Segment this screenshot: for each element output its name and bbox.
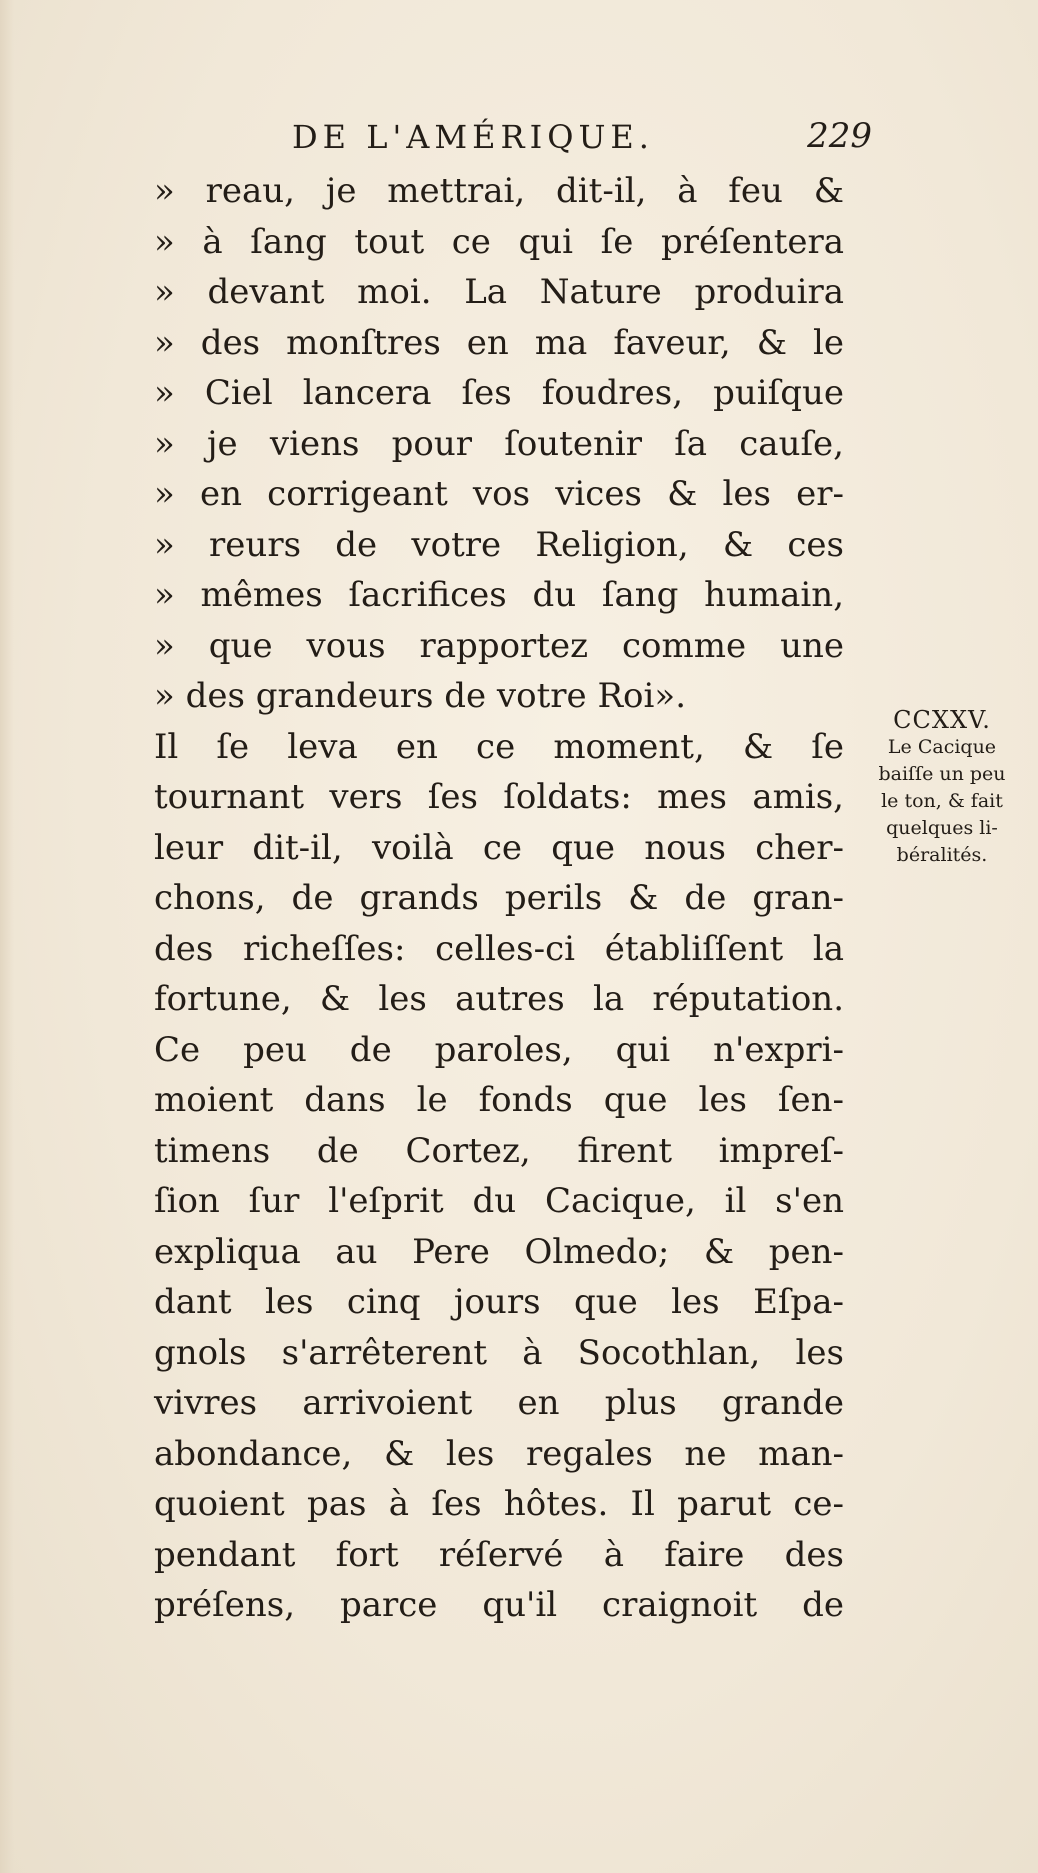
- text-line: » devant moi. La Nature produira: [154, 272, 844, 312]
- text-line: moient dans le fonds que les ſen-: [154, 1080, 844, 1120]
- text-line: Il ſe leva en ce moment, & ſe: [154, 726, 844, 767]
- text-line: dant les cinq jours que les Eſpa-: [154, 1282, 844, 1322]
- text-line: ſion ſur l'eſprit du Cacique, il s'en: [154, 1181, 844, 1221]
- margin-note-number: CCXXV.: [893, 706, 991, 734]
- text-line: » à ſang tout ce qui ſe préſentera: [154, 221, 844, 262]
- text-line: pendant fort réſervé à faire des: [154, 1534, 844, 1575]
- page-gutter-shadow: [0, 0, 14, 1873]
- text-line: » mêmes ſacrifices du ſang humain,: [154, 575, 844, 615]
- text-line: » reurs de votre Religion, & ces: [154, 524, 844, 565]
- page-number: 229: [807, 116, 872, 156]
- body-text: [154, 166, 844, 1631]
- margin-note-line: baiſſe un peu: [878, 763, 1006, 785]
- running-title: DE L'AMÉRIQUE.: [292, 118, 654, 156]
- text-line: » en corrigeant vos vices & les er-: [154, 474, 844, 514]
- text-line: vivres arrivoient en plus grande: [154, 1383, 844, 1423]
- margin-note-line: le ton, & fait: [881, 790, 1003, 812]
- text-line: » je viens pour ſoutenir ſa cauſe,: [154, 423, 844, 464]
- margin-note-line: Le Cacique: [887, 736, 997, 758]
- margin-note-line: béralités.: [896, 844, 988, 866]
- text-line: quoient pas à ſes hôtes. Il parut ce-: [154, 1484, 844, 1524]
- text-line: abondance, & les regales ne man-: [154, 1433, 844, 1474]
- text-line: » des monſtres en ma faveur, & le: [154, 322, 844, 363]
- text-line: fortune, & les autres la réputation.: [154, 979, 844, 1019]
- text-line: » Ciel lancera ſes foudres, puiſque: [154, 373, 844, 413]
- text-line: timens de Cortez, firent impreſ-: [154, 1130, 844, 1171]
- text-line: » des grandeurs de votre Roi».: [154, 676, 686, 716]
- text-line: des richeſſes: celles-ci établiſſent la: [154, 928, 844, 969]
- margin-note-line: quelques li-: [886, 817, 998, 839]
- text-line: préſens, parce qu'il craignoit de: [154, 1585, 844, 1625]
- margin-note: [856, 706, 1028, 869]
- text-line: chons, de grands perils & de gran-: [154, 878, 844, 918]
- text-line: » que vous rapportez comme une: [154, 625, 844, 666]
- running-header: [292, 118, 872, 162]
- text-line: leur dit-il, voilà ce que nous cher-: [154, 827, 844, 868]
- text-line: Ce peu de paroles, qui n'expri-: [154, 1029, 844, 1070]
- text-line: expliqua au Pere Olmedo; & pen-: [154, 1231, 844, 1272]
- text-line: tournant vers ſes ſoldats: mes amis,: [154, 777, 844, 817]
- text-line: gnols s'arrêterent à Socothlan, les: [154, 1332, 844, 1373]
- text-line: » reau, je mettrai, dit-il, à feu &: [154, 171, 844, 211]
